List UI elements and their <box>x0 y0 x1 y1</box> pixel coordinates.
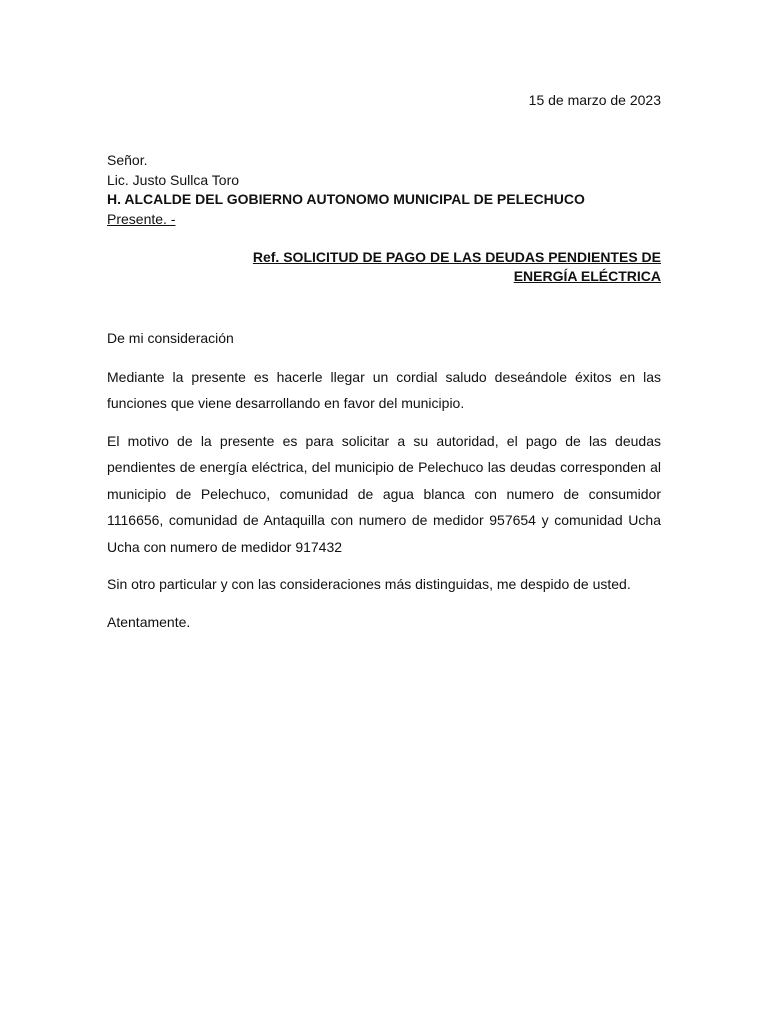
reference-line-2: ENERGÍA ELÉCTRICA <box>513 268 661 284</box>
closing-line: Atentamente. <box>107 613 191 630</box>
reference-line-1: Ref. SOLICITUD DE PAGO DE LAS DEUDAS PENDIENTES DE <box>252 249 661 265</box>
paragraph-farewell: Sin otro particular y con las consideraciones más distinguidas, me despido de usted. <box>107 576 631 592</box>
reference-block <box>201 248 661 286</box>
recipient-presente: Presente. - <box>107 210 176 227</box>
recipient-salutation: Señor. <box>107 152 148 168</box>
paragraph-greeting: Mediante la presente es hacerle llegar un cordial saludo deseándole éxitos en las funciones que viene desarrollando en favor del municipio. <box>107 368 661 411</box>
letter-body <box>107 325 661 646</box>
opening-line: De mi consideración <box>107 330 234 346</box>
letter-date: 15 de marzo de 2023 <box>528 92 661 108</box>
recipient-name: Lic. Justo Sullca Toro <box>107 171 240 188</box>
recipient-title: H. ALCALDE DEL GOBIERNO AUTONOMO MUNICIPAL DE PELECHUCO <box>107 191 585 207</box>
paragraph-request: El motivo de la presente es para solicitar a su autoridad, el pago de las deudas pendientes de energía eléctrica, del municipio de Pelechuco las deudas corresponden al municipio de Pelechuco, comunidad de agua blanca con numero de consumidor 1116656, comunidad de Antaquilla con numero de medidor 957654 y comunidad Ucha Ucha con numero de medidor 917432 <box>107 432 661 555</box>
recipient-block <box>107 151 667 229</box>
